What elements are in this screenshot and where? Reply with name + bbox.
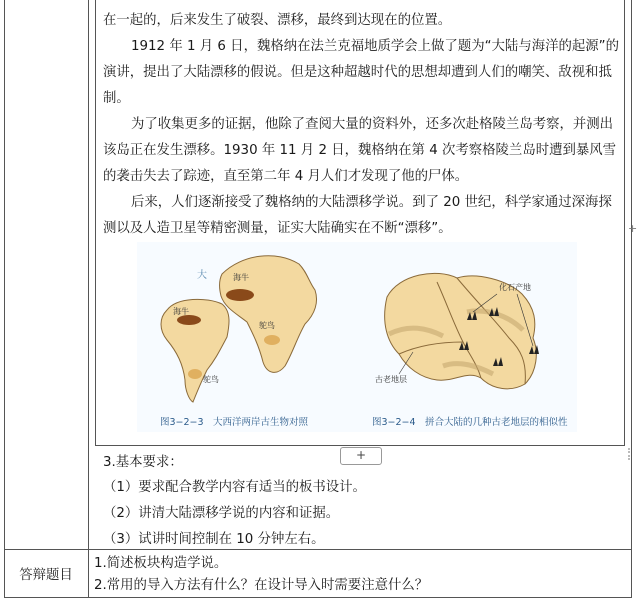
atlantic-map [161,256,317,402]
defense-label: 答辩题目 [19,568,73,583]
row-divider [4,549,632,550]
continent-maps [137,242,577,432]
requirement-item: （3）试讲时间控制在 10 分钟左右。 [103,532,325,547]
sea-ox-label-left: 海牛 [173,307,189,316]
requirement-item: （2）讲清大陆漂移学说的内容和证据。 [103,506,340,521]
requirements-title: 3.基本要求： [103,455,183,470]
ocean-label: 大 [197,270,207,281]
passage-paragraph-3: 为了收集更多的证据，他除了查阅大量的资料外，还多次赴格陵兰岛考察，并测出该岛正在发生漂移。1930 年 11 月 2 日，魏格纳在第 4 次考察格陵兰岛时遭到暴风雪的袭击失去了踪迹，直至第二年 4 月人们才发现了他的尸体。 [103,117,617,184]
resize-handle[interactable] [628,448,636,460]
side-add-icon[interactable]: + [628,222,638,235]
figure-caption-right: 图3−2−4 拼合大陆的几种古老地层的相似性 [372,417,568,428]
figure-caption-left: 图3−2−3 大西洋两岸古生物对照 [160,417,309,428]
gondwana-map [375,273,539,388]
south-america-shape [161,299,229,402]
passage-paragraph-4: 后来，人们逐渐接受了魏格纳的大陆漂移学说。到了 20 世纪，科学家通过深海探测以及人造卫星等精密测量，证实大陆确实在不断“漂移”。 [103,195,612,236]
textbook-figure [137,242,577,432]
fossil-site-label: 化石产地 [499,283,531,292]
fossil-patch-africa [226,289,254,301]
requirement-item: （1）要求配合教学内容有适当的板书设计。 [103,480,366,495]
ostrich-label-right: 鸵鸟 [259,321,275,330]
passage-paragraph-1: 在一起的，后来发生了破裂、漂移，最终到达现在的位置。 [103,13,452,28]
sea-ox-label-top: 海牛 [233,273,249,282]
defense-question-1: 1.简述板块构造学说。 [94,556,228,571]
passage-paragraph-2: 1912 年 1 月 6 日，魏格纳在法兰克福地质学会上做了题为“大陆与海洋的起源”的演讲，提出了大陆漂移的假说。但是这种超越时代的思想却遭到人们的嘲笑、敌视和抵制。 [103,39,619,106]
ostrich-region-america [188,369,202,379]
ostrich-label-bottom: 鸵鸟 [203,375,219,384]
column-divider [88,0,89,598]
fossil-patch-america [177,315,201,325]
add-row-button[interactable]: + [340,447,382,465]
ostrich-region-africa [264,335,280,345]
defense-question-2: 2.常用的导入方法有什么？在设计导入时需要注意什么？ [94,578,429,593]
old-strata-label: 古老地层 [375,375,407,384]
